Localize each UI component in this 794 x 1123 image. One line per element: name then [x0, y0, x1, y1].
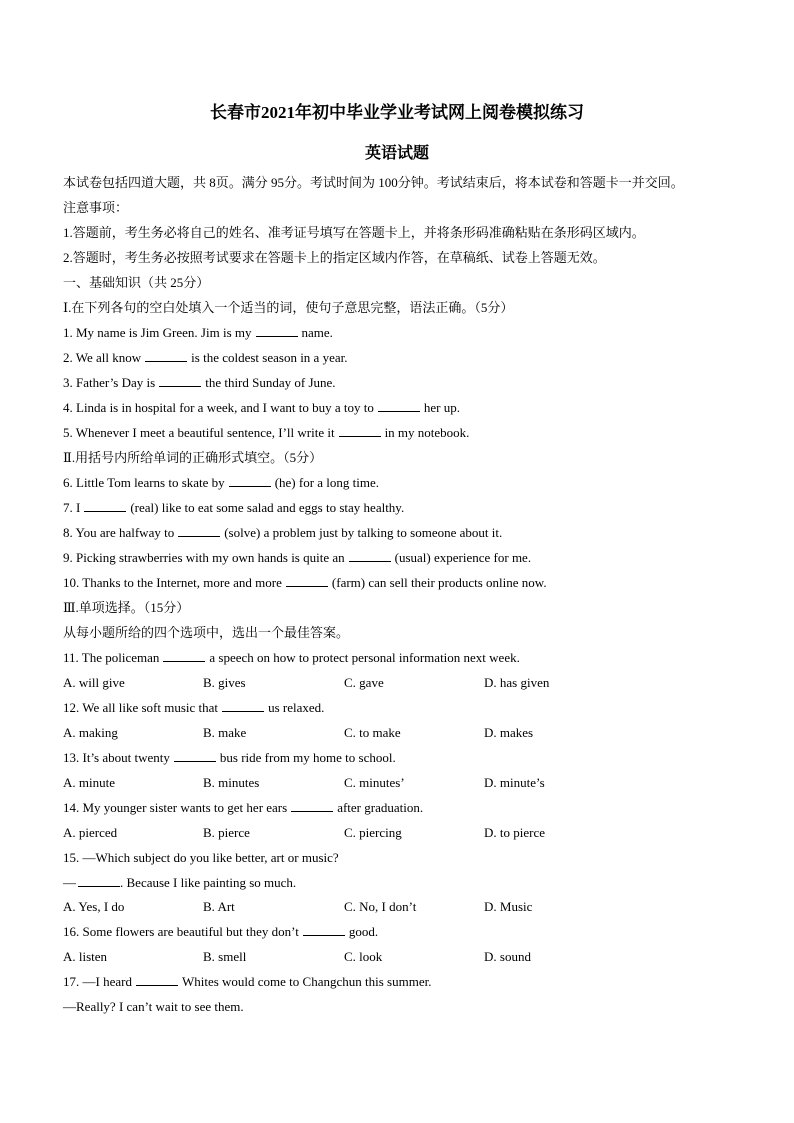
question-text: 6. Little Tom learns to skate by: [63, 475, 225, 490]
answer-blank[interactable]: [256, 324, 298, 337]
question-15: 15. —Which subject do you like better, art or music?: [63, 850, 339, 865]
question-16: [63, 921, 378, 943]
question-text: 10. Thanks to the Internet, more and more: [63, 575, 282, 590]
question-13: [63, 747, 396, 769]
question-text: name.: [301, 325, 333, 340]
question-text: 2. We all know: [63, 350, 142, 365]
option-d[interactable]: D. has given: [484, 675, 550, 690]
option-b[interactable]: B. minutes: [203, 775, 260, 790]
option-c[interactable]: C. look: [344, 949, 383, 964]
option-c[interactable]: C. gave: [344, 675, 384, 690]
answer-blank[interactable]: [136, 973, 178, 986]
option-c[interactable]: C. minutes’: [344, 775, 405, 790]
question-text: Whites would come to Changchun this summer.: [181, 974, 432, 989]
answer-blank[interactable]: [339, 424, 381, 437]
option-a[interactable]: A. pierced: [63, 825, 118, 840]
answer-blank[interactable]: [229, 474, 271, 487]
option-b[interactable]: B. gives: [203, 675, 246, 690]
answer-blank[interactable]: [222, 699, 264, 712]
question-text: is the coldest season in a year.: [191, 350, 348, 365]
question-text: us relaxed.: [268, 700, 325, 715]
note-2: 2.答题时，考生务必按照考试要求在答题卡上的指定区域内作答，在草稿纸、试卷上答题无效。: [63, 250, 606, 265]
question-text: 16. Some flowers are beautiful but they don’t: [63, 924, 299, 939]
question-5: [63, 422, 469, 444]
answer-blank[interactable]: [349, 549, 391, 562]
question-text: (he) for a long time.: [274, 475, 380, 490]
option-c[interactable]: C. to make: [344, 725, 401, 740]
intro-summary: 本试卷包括四道大题，共 8页。满分 95分。考试时间为 100分钟。考试结束后，将本试卷和答题卡一并交回。: [63, 175, 684, 190]
option-a[interactable]: A. will give: [63, 675, 125, 690]
question-6: [63, 472, 379, 494]
question-10: [63, 572, 547, 594]
question-text: (real) like to eat some salad and eggs to stay healthy.: [130, 500, 405, 515]
notes-heading: 注意事项：: [63, 200, 129, 215]
question-text: (solve) a problem just by talking to someone about it.: [224, 525, 503, 540]
option-d[interactable]: D. Music: [484, 899, 533, 914]
page-title: 长春市2021年初中毕业学业考试网上阅卷模拟练习: [210, 103, 584, 122]
answer-blank[interactable]: [378, 399, 420, 412]
question-15-options: [63, 896, 623, 918]
answer-blank[interactable]: [303, 923, 345, 936]
question-15-reply: [63, 872, 296, 894]
question-text: 4. Linda is in hospital for a week, and I want to buy a toy to: [63, 400, 374, 415]
question-text: 5. Whenever I meet a beautiful sentence, I’ll write it: [63, 425, 335, 440]
question-13-options: [63, 772, 623, 794]
option-c[interactable]: C. No, I don’t: [344, 899, 417, 914]
answer-blank[interactable]: [291, 799, 333, 812]
question-text: bus ride from my home to school.: [219, 750, 396, 765]
part-2-heading: Ⅱ.用括号内所给单词的正确形式填空。（5分）: [63, 450, 323, 465]
section-1-heading: 一、基础知识（共 25分）: [63, 275, 210, 290]
question-4: [63, 397, 460, 419]
question-text: 17. —I heard: [63, 974, 132, 989]
question-text: a speech on how to protect personal information next week.: [209, 650, 520, 665]
question-text: 14. My younger sister wants to get her ears: [63, 800, 288, 815]
question-text: (farm) can sell their products online now.: [331, 575, 547, 590]
option-b[interactable]: B. smell: [203, 949, 247, 964]
question-text: in my notebook.: [384, 425, 470, 440]
answer-blank[interactable]: [84, 499, 126, 512]
answer-blank[interactable]: [159, 374, 201, 387]
answer-blank[interactable]: [286, 574, 328, 587]
question-text: the third Sunday of June.: [205, 375, 336, 390]
option-d[interactable]: D. makes: [484, 725, 534, 740]
question-text: —: [63, 875, 76, 890]
question-text: . Because I like painting so much.: [120, 875, 297, 890]
question-text: 9. Picking strawberries with my own hands is quite an: [63, 550, 345, 565]
question-8: [63, 522, 502, 544]
option-b[interactable]: B. pierce: [203, 825, 250, 840]
question-16-options: [63, 946, 623, 968]
question-2: [63, 347, 347, 369]
question-12-options: [63, 722, 623, 744]
part-3-heading: Ⅲ.单项选择。（15分）: [63, 600, 190, 615]
question-text: good.: [348, 924, 379, 939]
option-d[interactable]: D. sound: [484, 949, 531, 964]
question-14: [63, 797, 423, 819]
question-3: [63, 372, 336, 394]
option-a[interactable]: A. making: [63, 725, 118, 740]
option-a[interactable]: A. listen: [63, 949, 108, 964]
question-14-options: [63, 822, 623, 844]
option-b[interactable]: B. Art: [203, 899, 235, 914]
answer-blank[interactable]: [145, 349, 187, 362]
question-11: [63, 647, 520, 669]
question-text: her up.: [423, 400, 460, 415]
question-text: 7. I: [63, 500, 81, 515]
question-7: [63, 497, 404, 519]
answer-blank[interactable]: [78, 874, 120, 887]
answer-blank[interactable]: [178, 524, 220, 537]
question-11-options: [63, 672, 623, 694]
option-d[interactable]: D. minute’s: [484, 775, 545, 790]
question-text: 1. My name is Jim Green. Jim is my: [63, 325, 252, 340]
page-subtitle: 英语试题: [364, 145, 429, 162]
part-1-heading: Ⅰ.在下列各句的空白处填入一个适当的词，使句子意思完整，语法正确。（5分）: [63, 300, 514, 315]
question-17-reply: —Really? I can’t wait to see them.: [63, 999, 244, 1014]
option-d[interactable]: D. to pierce: [484, 825, 546, 840]
question-9: [63, 547, 531, 569]
answer-blank[interactable]: [163, 649, 205, 662]
question-17: [63, 971, 431, 993]
question-text: 13. It’s about twenty: [63, 750, 170, 765]
question-text: after graduation.: [337, 800, 424, 815]
part-3-instruction: 从每小题所给的四个选项中，选出一个最佳答案。: [63, 625, 350, 640]
question-text: 11. The policeman: [63, 650, 160, 665]
answer-blank[interactable]: [174, 749, 216, 762]
question-text: (usual) experience for me.: [394, 550, 532, 565]
note-1: 1.答题前，考生务必将自己的姓名、准考证号填写在答题卡上，并将条形码准确粘贴在条形码区域内。: [63, 225, 645, 240]
option-a[interactable]: A. minute: [63, 775, 115, 790]
question-1: [63, 322, 333, 344]
question-text: 8. You are halfway to: [63, 525, 175, 540]
option-a[interactable]: A. Yes, I do: [63, 899, 125, 914]
question-12: [63, 697, 324, 719]
question-text: 12. We all like soft music that: [63, 700, 219, 715]
question-text: 3. Father’s Day is: [63, 375, 156, 390]
option-c[interactable]: C. piercing: [344, 825, 402, 840]
option-b[interactable]: B. make: [203, 725, 247, 740]
